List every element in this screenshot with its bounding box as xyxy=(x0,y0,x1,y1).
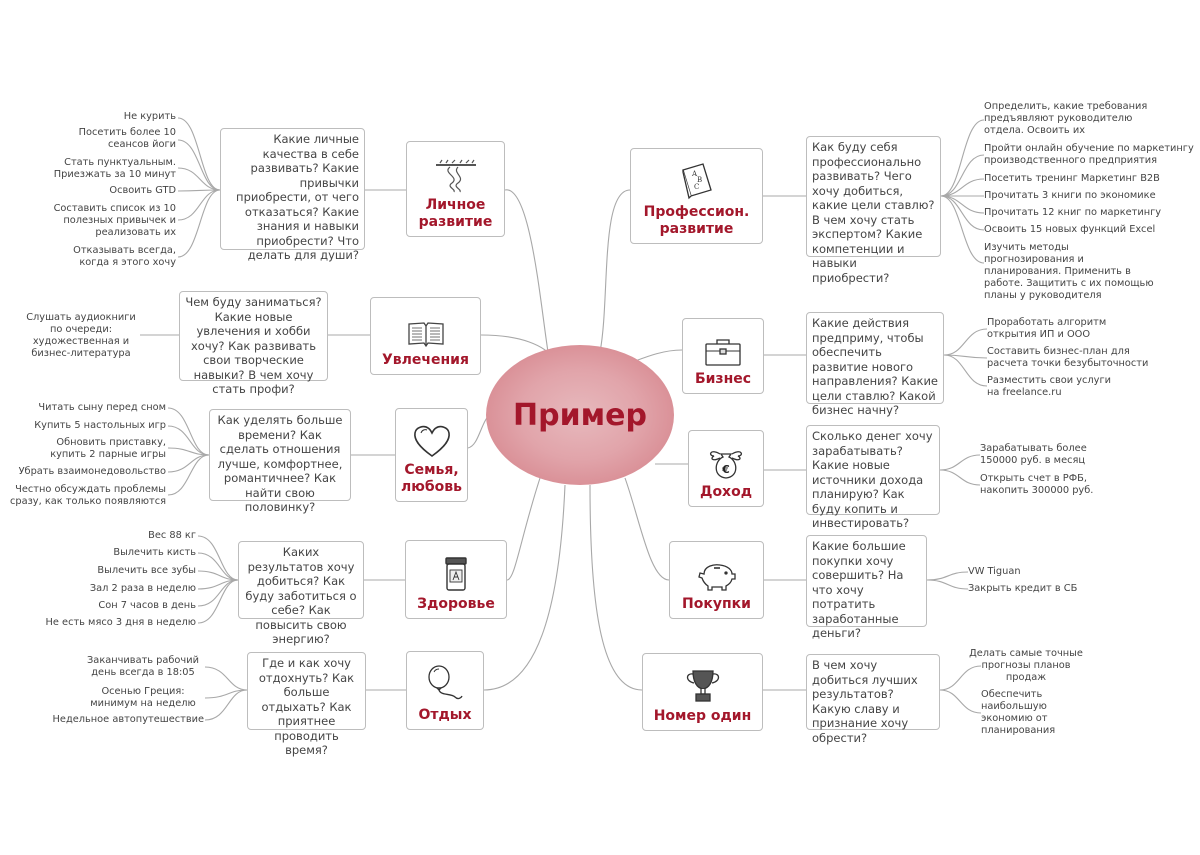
leaf-item[interactable]: Читать сыну перед сном xyxy=(38,402,166,413)
leaf-item[interactable]: Проработать алгоритм открытия ИП и ООО xyxy=(987,317,1107,340)
leaf-item[interactable]: Освоить GTD xyxy=(109,185,176,196)
topic-health[interactable] xyxy=(405,540,507,619)
leaf-item[interactable]: VW Tiguan xyxy=(968,566,1021,577)
leaf-item[interactable]: Осенью Греция: минимум на неделю xyxy=(90,686,196,709)
heart-icon xyxy=(412,424,452,458)
leaf-item[interactable]: Зарабатывать более 150000 руб. в месяц xyxy=(980,443,1087,466)
road-icon xyxy=(434,159,478,193)
abc-book-icon xyxy=(679,162,715,200)
svg-text:A: A xyxy=(691,170,697,178)
leaf-item[interactable]: Определить, какие требования предъявляют руководителю отдела. Освоить их xyxy=(984,101,1148,136)
leaf-item[interactable]: Составить список из 10 полезных привычек и реализовать их xyxy=(53,203,176,238)
topic-label: Семья, любовь xyxy=(401,462,462,495)
leaf-item[interactable]: Разместить свои услуги на freelance.ru xyxy=(987,375,1111,398)
balloon-icon xyxy=(425,665,465,703)
leaf-item[interactable]: Заканчивать рабочий день всегда в 18:05 xyxy=(87,655,199,678)
piggy-bank-icon xyxy=(696,560,738,592)
topic-label: Покупки xyxy=(682,596,751,612)
topic-label: Здоровье xyxy=(417,596,495,612)
leaf-item[interactable]: Зал 2 раза в неделю xyxy=(89,583,196,594)
topic-business[interactable] xyxy=(682,318,764,394)
svg-text:C: C xyxy=(693,183,699,191)
question-purchases[interactable]: Какие большие покупки хочу совершить? На что хочу потратить заработанные деньги? xyxy=(806,535,927,627)
question-income[interactable]: Сколько денег хочу зарабатывать? Какие новые источники дохода планирую? Как буду копить и инвестировать? xyxy=(806,425,940,515)
leaf-item[interactable]: Вылечить все зубы xyxy=(97,565,196,576)
book-icon xyxy=(406,320,446,348)
topic-label: Увлечения xyxy=(382,352,469,368)
topic-income[interactable] xyxy=(688,430,764,507)
topic-career[interactable] xyxy=(630,148,763,244)
leaf-item[interactable]: Сон 7 часов в день xyxy=(98,600,196,611)
leaf-item[interactable]: Делать самые точные прогнозы планов продаж xyxy=(969,648,1083,683)
leaf-item[interactable]: Отказывать всегда, когда я этого хочу xyxy=(73,245,176,268)
topic-label: Личное развитие xyxy=(418,197,493,230)
topic-rest[interactable] xyxy=(406,651,484,730)
topic-label: Профессион. развитие xyxy=(643,204,750,237)
leaf-item[interactable]: Не есть мясо 3 дня в неделю xyxy=(45,617,196,628)
currency-symbol: € xyxy=(722,463,730,476)
leaf-item[interactable]: Прочитать 3 книги по экономике xyxy=(984,190,1156,201)
leaf-item[interactable]: Посетить тренинг Маркетинг B2B xyxy=(984,173,1160,184)
trophy-icon xyxy=(683,668,723,704)
topic-personal-development[interactable] xyxy=(406,141,505,237)
svg-text:B: B xyxy=(696,176,702,184)
money-bag-icon xyxy=(706,446,746,480)
topic-hobby[interactable] xyxy=(370,297,481,375)
topic-label: Доход xyxy=(699,484,753,500)
leaf-item[interactable]: Слушать аудиокниги по очереди: художественная и бизнес-литература xyxy=(26,312,136,359)
question-number-one[interactable]: В чем хочу добиться лучших результатов? Какую славу и признание хочу обрести? xyxy=(806,654,940,730)
leaf-item[interactable]: Освоить 15 новых функций Excel xyxy=(984,224,1156,235)
leaf-item[interactable]: Вес 88 кг xyxy=(148,530,196,541)
leaf-item[interactable]: Купить 5 настольных игр xyxy=(34,420,166,431)
topic-family[interactable] xyxy=(395,408,468,502)
central-topic-label: Пример xyxy=(513,397,647,433)
leaf-item[interactable]: Вылечить кисть xyxy=(113,547,196,558)
briefcase-icon xyxy=(704,337,742,367)
leaf-item[interactable]: Честно обсуждать проблемы сразу, как только появляются xyxy=(9,484,166,507)
leaf-item[interactable]: Стать пунктуальным. Приезжать за 10 минут xyxy=(53,157,176,180)
topic-label: Отдых xyxy=(418,707,472,723)
leaf-item[interactable]: Закрыть кредит в СБ xyxy=(968,583,1078,594)
leaf-item[interactable]: Посетить более 10 сеансов йоги xyxy=(78,127,176,150)
central-topic[interactable] xyxy=(486,345,674,485)
question-personal-development[interactable]: Какие личные качества в себе развивать? Какие привычки приобрести, от чего отказаться? Какие знания и навыки приобрести? Что делать для души? xyxy=(220,128,365,250)
leaf-item[interactable]: Не курить xyxy=(123,111,176,122)
leaf-item[interactable]: Открыть счет в РФБ, накопить 300000 руб. xyxy=(980,473,1094,496)
leaf-item[interactable]: Обеспечить наибольшую экономию от планирования xyxy=(981,689,1056,736)
question-hobby[interactable]: Чем буду заниматься? Какие новые увлечения и хобби хочу? Как развивать свои творческие навыки? В чем хочу стать профи? xyxy=(179,291,328,381)
leaf-item[interactable]: Убрать взаимонедовольство xyxy=(18,466,166,477)
leaf-item[interactable]: Составить бизнес-план для расчета точки безубыточности xyxy=(987,346,1149,369)
topic-label: Номер один xyxy=(653,708,752,724)
question-business[interactable]: Какие действия предприму, чтобы обеспечить развитие нового направления? Какие цели ставлю? Какой бизнес начну? xyxy=(806,312,944,404)
leaf-item[interactable]: Недельное автопутешествие xyxy=(52,714,204,725)
leaf-item[interactable]: Пройти онлайн обучение по маркетингу производственного предприятия xyxy=(984,143,1194,166)
question-health[interactable]: Каких результатов хочу добиться? Как буду заботиться о себе? Как повысить свою энергию? xyxy=(238,541,364,619)
topic-purchases[interactable] xyxy=(669,541,764,619)
pill-bottle-icon xyxy=(443,556,469,592)
leaf-item[interactable]: Прочитать 12 книг по маркетингу xyxy=(984,207,1162,218)
topic-label: Бизнес xyxy=(694,371,752,387)
leaf-item[interactable]: Изучить методы прогнозирования и планирования. Применить в работе. Защитить с их помощью планы у руководителя xyxy=(984,242,1154,301)
topic-number-one[interactable] xyxy=(642,653,763,731)
question-family[interactable]: Как уделять больше времени? Как сделать отношения лучше, комфортнее, романтичнее? Как найти свою половинку? xyxy=(209,409,351,501)
question-career[interactable]: Как буду себя профессионально развивать? Чего хочу добиться, какие цели ставлю? В чем хочу стать экспертом? Какие компетенции и навыки приобрести? xyxy=(806,136,941,257)
question-rest[interactable]: Где и как хочу отдохнуть? Как больше отдыхать? Как приятнее проводить время? xyxy=(247,652,366,730)
leaf-item[interactable]: Обновить приставку, купить 2 парные игры xyxy=(50,437,166,460)
